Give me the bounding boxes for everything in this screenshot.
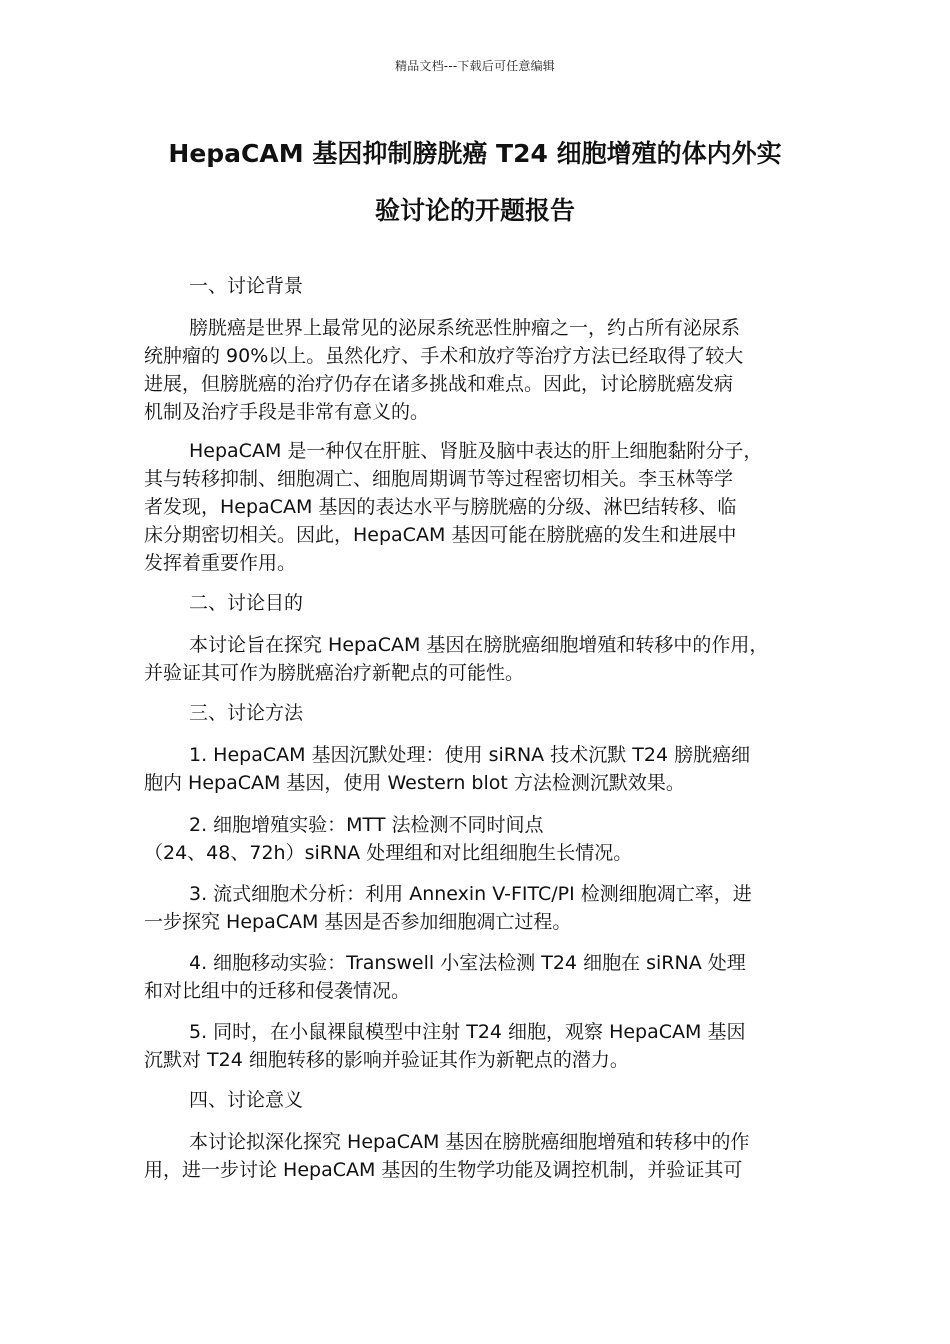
text-line: 其与转移抑制、细胞凋亡、细胞周期调节等过程密切相关。李玉林等学 [144,468,734,490]
paragraph-purpose [144,631,808,687]
text-line: 胞内 HepaCAM 基因，使用 Western blot 方法检测沉默效果。 [144,772,685,794]
text-line: （24、48、72h）siRNA 处理组和对比组细胞生长情况。 [144,842,633,864]
text-line: 2. 细胞增殖实验：MTT 法检测不同时间点 [189,814,544,836]
text-line: 进展，但膀胱癌的治疗仍存在诸多挑战和难点。因此，讨论膀胱癌发病 [144,373,734,395]
text-line: 用，进一步讨论 HepaCAM 基因的生物学功能及调控机制，并验证其可 [144,1159,743,1181]
text-line: 膀胱癌是世界上最常见的泌尿系统恶性肿瘤之一，约占所有泌尿系 [189,317,741,339]
text-line: 并验证其可作为膀胱癌治疗新靶点的可能性。 [144,662,525,684]
text-line: 统肿瘤的 90%以上。虽然化疗、手术和放疗等治疗方法已经取得了较大 [144,345,744,367]
method-item-4 [144,949,808,1005]
text-line: 本讨论拟深化探究 HepaCAM 基因在膀胱癌细胞增殖和转移中的作 [189,1131,750,1153]
text-line: 一步探究 HepaCAM 基因是否参加细胞凋亡过程。 [144,911,572,933]
method-item-3 [144,880,808,936]
paragraph-significance [144,1128,808,1184]
paragraph-background-2 [144,437,808,577]
text-line: 和对比组中的迁移和侵袭情况。 [144,980,411,1002]
section-heading-purpose: 二、讨论目的 [189,592,304,614]
text-line: 发挥着重要作用。 [144,552,297,574]
text-line: 4. 细胞移动实验：Transwell 小室法检测 T24 细胞在 siRNA 处理 [189,952,746,974]
document-title-line-1: HepaCAM 基因抑制膀胱癌 T24 细胞增殖的体内外实 [168,139,782,168]
document-title-line-2: 验讨论的开题报告 [374,196,575,225]
text-line: 沉默对 T24 细胞转移的影响并验证其作为新靶点的潜力。 [144,1049,629,1071]
method-item-1 [144,741,808,797]
paragraph-background-1 [144,314,808,426]
text-line: 本讨论旨在探究 HepaCAM 基因在膀胱癌细胞增殖和转移中的作用， [189,634,769,656]
section-heading-background: 一、讨论背景 [189,275,304,297]
page-header-note: 精品文档---下载后可任意编辑 [395,59,555,73]
text-line: 机制及治疗手段是非常有意义的。 [144,401,430,423]
text-line: 床分期密切相关。因此，HepaCAM 基因可能在膀胱癌的发生和进展中 [144,524,737,546]
section-heading-significance: 四、讨论意义 [189,1089,304,1111]
text-line: 者发现，HepaCAM 基因的表达水平与膀胱癌的分级、淋巴结转移、临 [144,496,737,518]
method-item-2 [144,811,808,867]
section-heading-methods: 三、讨论方法 [189,702,304,724]
text-line: 5. 同时，在小鼠裸鼠模型中注射 T24 细胞，观察 HepaCAM 基因 [189,1021,746,1043]
text-line: 3. 流式细胞术分析：利用 Annexin V-FITC/PI 检测细胞凋亡率，进 [189,883,752,905]
text-line: HepaCAM 是一种仅在肝脏、肾脏及脑中表达的肝上细胞黏附分子， [189,440,763,462]
method-item-5 [144,1018,808,1074]
text-line: 1. HepaCAM 基因沉默处理：使用 siRNA 技术沉默 T24 膀胱癌细 [189,744,751,766]
